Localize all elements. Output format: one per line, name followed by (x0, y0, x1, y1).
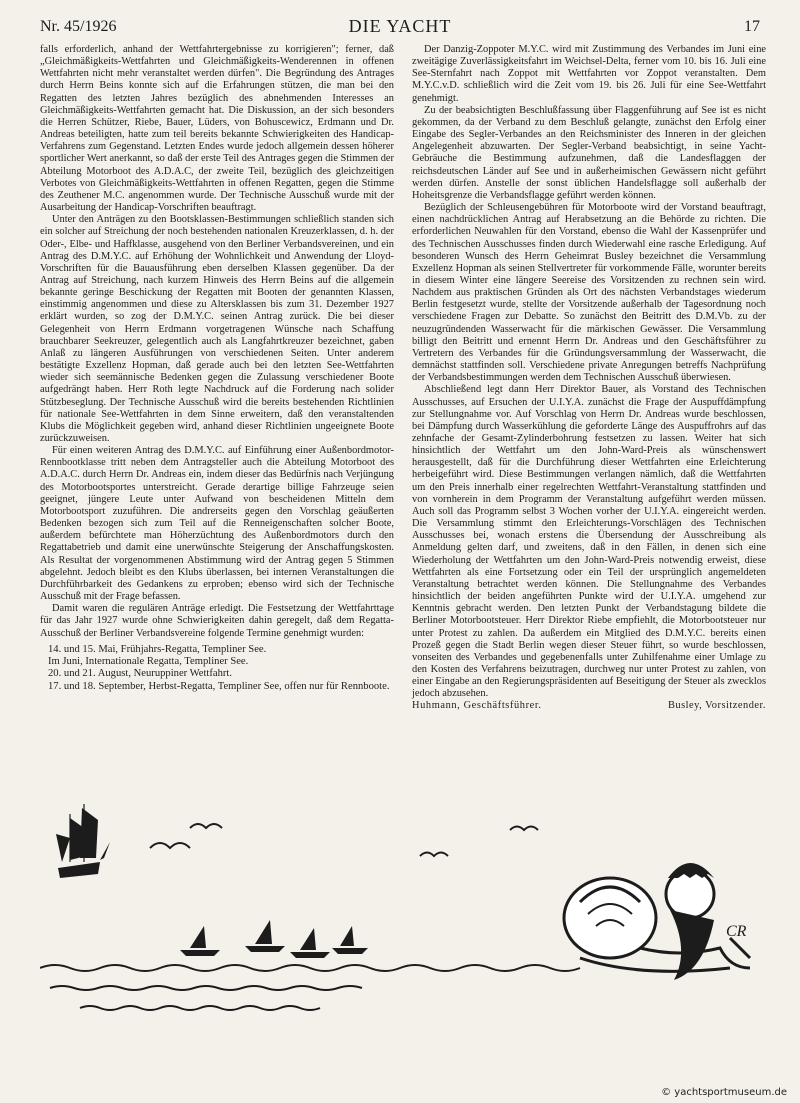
sea-illustration (40, 798, 756, 1038)
small-boats-icon (180, 920, 368, 958)
paragraph: Abschließend legt dann Herr Direktor Bauer, als Vorstand des Technischen Ausschusses, auf Ersuchen der U.I.Y.A. zunächst die Frage der Auspuffdämpfung zur Stellungnahme vor. Auf Vorschlag von Herrn Dr. Andreas wurde beschlossen, bei Dämpfung durch Wasserkühlung die geforderte Länge des Auspuffrohrs auf das zehnfache der Gesamt-Zylinderbohrung festsetzen zu lassen. Weiter hat sich hinsichtlich der Wettfahrt um den John-Ward-Preis als wünschenswert herausgestellt, daß für die Durchführung dieser Wettfahrten eine Erleichterung herbeigeführt wird. Diese Bestimmungen verlangen nämlich, daß die Wettfahrten um den Preis innerhalb einer regelrechten Wettfahrt-Veranstaltung stattfinden und von vornherein in dem Programm der Veranstaltung aufgeführt werden müssen. Auch soll das Programm selbst 3 Wochen vorher der U.I.Y.A. eingereicht werden. Die Versammlung stimmt den Erleichterungs-Vorschlägen des Technischen Ausschusses bei, wonach erstens die Übersendung der Ausschreibung als Anmeldung gelten darf, und zweitens, daß in den Fällen, in denen sich eine Wiederholung der Wettfahrten um den John-Ward-Preis notwendig erweist, diese Wettfahrten als eine Fortsetzung oder ein Teil der ursprünglich angemeldeten Veranstaltung betrachtet werden können. Die Stellungnahme des Verbandes hinsichtlich der beiden angeführten Punkte wird der U.I.Y.A. umgehend zur Kenntnis gebracht werden. Den letzten Punkt der Verbandstagung bildete die Berliner Motorbootsteuer. Herr Direktor Riebe empfiehlt, die Motorbootsteuer nur unter Protest zu zahlen. Da außerdem ein Mitglied des D.M.Y.C. bereits einen Prozeß gegen die Stadt Berlin wegen dieser Steuer führt, so wurde beschlossen, vonseiten des Verbandes und gegebenenfalls unter Zuhilfenahme einer Umlage zu den Kosten des Verfahrens beizutragen, durchweg nur unter Protest zu zahlen, von einer Eingabe an den Regierungspräsidenten auf Beseitigung der Steuer als zwecklos jedoch abzusehen. (412, 384, 766, 700)
magazine-title: DIE YACHT (348, 16, 452, 36)
list-item: 20. und 21. August, Neuruppiner Wettfahrt. (48, 668, 233, 680)
page-header (40, 12, 760, 40)
birds-icon (150, 824, 538, 856)
copyright-credit: © yachtsportmuseum.de (658, 1086, 790, 1099)
sea-waves (40, 965, 580, 1010)
illustrator-monogram: CR (726, 923, 747, 940)
paragraph: Zu der beabsichtigten Beschlußfassung über Flaggenführung auf See ist es nicht gekommen, da der Verband zu dem Beschluß gelangte, zunächst den Erfolg einer Eingabe des Segler-Verbandes an den Reichsminister des Inneren in der gleichen Angelegenheit abzuwarten. Der Segler-Verband beabsichtigt, in seine Yacht-Gebräuche die Bestimmung aufzunehmen, daß die Landesflaggen der reichsdeutschen Länder auf See und in außerheimischen Gewässern nicht geführt werden dürfen. Anstelle der sonst üblichen Handelsflagge soll außerhalb der Hoheitsgrenze die Verbandsflagge geführt werden können. (412, 104, 766, 201)
page-number: 17 (744, 18, 760, 35)
list-item: 17. und 18. September, Herbst-Regatta, Templiner See, offen nur für Rennboote. (48, 680, 390, 692)
signature-right: Busley, Vorsitzender. (667, 700, 766, 712)
sea-god-figure-icon (564, 863, 750, 980)
list-item: Im Juni, Internationale Regatta, Templiner See. (48, 656, 249, 668)
issue-number: Nr. 45/1926 (40, 18, 117, 35)
sailing-ship-icon (56, 804, 110, 878)
paragraph: falls erforderlich, anhand der Wettfahrtergebnisse zu korrigieren"; ferner, daß „Gleichmäßigkeits-Wettfahrten und Gleichmäßigkeits-Wenderennen in offenen Wettfahrten nicht mehr veranstaltet werden dürfen". Die Begründung des Antrages durch Herrn Beins konnte sich auf die Erfahrungen stützen, die man bei den Regatten des letzten Jahres bezüglich des abnehmenden Interesses an Gleichmäßigkeits-Wettfahrten gemacht hat. Die Diskussion, an der sich besonders die Herren Schützer, Riebe, Bauer, Lüders, von Bohuscewicz, Erdmann und Dr. Andreas beteiligten, hatte zum teil bereits bekannte Schwierigkeiten des Handicap-Verfahrens zum Gegenstand. Letzten Endes wurde jedoch allgemein dessen höherer sportlicher Wert anerkannt, so daß der erste Teil des Antrages gegen die Stimmen der Abteilung Motorboot des A.D.A.C, der zweite Teil, bezüglich des gleichzeitigen Verbotes von Gleichmäßigkeits-Wettfahrten in offenen Regatten, gegen die Stimme des Zeuthener M.C. angenommen wurde. Der Technische Ausschuß wurde mit der Ausarbeitung der Handicap-Vorschriften beauftragt. (40, 44, 394, 214)
list-item: 14. und 15. Mai, Frühjahrs-Regatta, Templiner See. (48, 643, 267, 655)
paragraph: Unter den Anträgen zu den Bootsklassen-Bestimmungen schließlich standen sich ein solcher auf Streichung der noch bestehenden nationalen Kreuzerklassen, d. h. der Oder-, Elbe- und Haffklasse, ausgehend von den Berliner Verbandsvereinen, und ein Antrag des D.M.Y.C. auf Erhöhung der Wohnlichkeit und Anwendung der Lloyd-Vorschriften für die Bauausführung eben derselben Klassen gegenüber. Da der Antrag auf Streichung, nach kurzem Hinweis des Herrn Beins auf die allgemein bekannte geringe Beschickung der Regatten mit Booten der genannten Klassen, einstimmig angenommen und diese zu Altersklassen bis zum 31. Dezember 1927 erklärt wurden, so zog der D.M.Y.C. seinen Antrag zurück. Die bei dieser Gelegenheit von Herrn Erdmann vorgetragenen Wünsche nach Schaffung brauchbarer Seekreuzer, gelegentlich auch als Langfahrtkreuzer bezeichnet, gaben Anlaß zu längeren Ausführungen von verschiedenen Seiten. Unter anderem bestätigte Exzellenz Hopman, daß gerade auch bei den letzten See-Wettfahrten wieder sich seemännische Bedenken gegen die Zulassung verschiedener Boote aufgedrängt haben. Herr Roth legte Nachdruck auf die Forderung nach solider Stützbeseglung. Der Technische Ausschuß wird die bereits bestehenden Richtlinien für nationale See-Wettfahrten in dem Sinne erweitern, daß den veranstaltenden Klubs die Möglichkeit gegeben wird, anhand dieser Richtlinien ungeeignete Boote zurückzuweisen. (40, 214, 394, 444)
right-column (412, 44, 766, 713)
paragraph: Für einen weiteren Antrag des D.M.Y.C. auf Einführung einer Außenbordmotor-Rennbootklasse tritt neben dem Antragsteller auch die Abteilung Motorboot des A.D.A.C. durch Herrn Dr. Andreas ein, indem dieser das Bedürfnis nach Verjüngung des Motorbootsportes unterstreicht. Gerade derartige billige Fahrzeuge seien geeignet, jüngere Leute unter Aufwand von bescheidenen Mitteln dem Motorbootsport zuzuführen. Die andrerseits gegen den Vorschlag geäußerten Bedenken bezogen sich zum Teil auf die Renneigenschaften solcher Boote, außerdem befürchtete man Höherzüchtung des Außenbordmotors durch den Regattabetrieb und damit eine unerwünschte Steigerung der Anschaffungskosten. Als Resultat der vorgenommenen Abstimmung wird der Antrag gegen 5 Stimmen abgelehnt. Jedoch bleibt es den Klubs überlassen, bei internen Veranstaltungen die Durchführbarkeit des Gedankens zu erproben; ebenso wird sich der Technische Ausschuß mit der Frage befassen. (40, 445, 394, 603)
signature-line (412, 700, 766, 712)
paragraph: Bezüglich der Schleusengebühren für Motorboote wird der Vorstand beauftragt, einen nachdrücklichen Antrag auf Herabsetzung an die Behörde zu richten. Die erforderlichen Neuwahlen für den Vorstand, ebenso die Wahl der Kassenprüfer und des Technischen Ausschusses finden durch Wiederwahl eine rasche Erledigung. Auf besonderen Wunsch des Herrn Geheimrat Busley bezeichnet die Versammlung Exzellenz Hopman als seinen Stellvertreter für vorkommende Fälle, worunter bereits in diesem Winter eine längere Seereise des Vorsitzenden zu rechnen sein wird. Nachdem aus praktischen Gründen als Ort des nächsten Verbandstages wiederum Berlin festgesetzt wurde, stellte der Vorsitzende außerhalb der Tagesordnung noch verschiedene Fragen zur Debatte. So zunächst den Beitritt des D.M.Vb. zu der neuzugründenden Wasserwacht für die märkischen Gewässer. Die Versammlung billigt den Beitritt und ernennt Herrn Dr. Andreas und den Geschäftsführer zu Vertretern des Verbandes für die Gründungsversammlung der Wasserwacht, die demnächst stattfinden soll. Verschiedene private Anregungen betreffs Nachprüfung der Verbandsbestimmungen werden dem Technischen Ausschuß überwiesen. (412, 202, 766, 384)
paragraph: Damit waren die regulären Anträge erledigt. Die Festsetzung der Wettfahrttage für das Jahr 1927 wurde ohne Schwierigkeiten dahin geregelt, daß dem Regatta-Ausschuß der Berliner Verbandsvereine folgende Termine genehmigt wurden: (40, 603, 394, 639)
left-column (40, 44, 394, 693)
signature-left: Huhmann, Geschäftsführer. (412, 700, 542, 712)
regatta-dates-list (40, 644, 394, 694)
paragraph: Der Danzig-Zoppoter M.Y.C. wird mit Zustimmung des Verbandes im Juni eine zweitägige Zuverlässigkeitsfahrt im Weichsel-Delta, ferner vom 10. bis 16. Juli eine See-Sternfahrt nach Zoppot mit Wettfahrten vor Zoppot veranstalten. Dem M.Y.C.v.D. schließlich wird die Zeit vom 19. bis 26. Juli für eine See-Wettfahrt genehmigt. (412, 44, 766, 104)
